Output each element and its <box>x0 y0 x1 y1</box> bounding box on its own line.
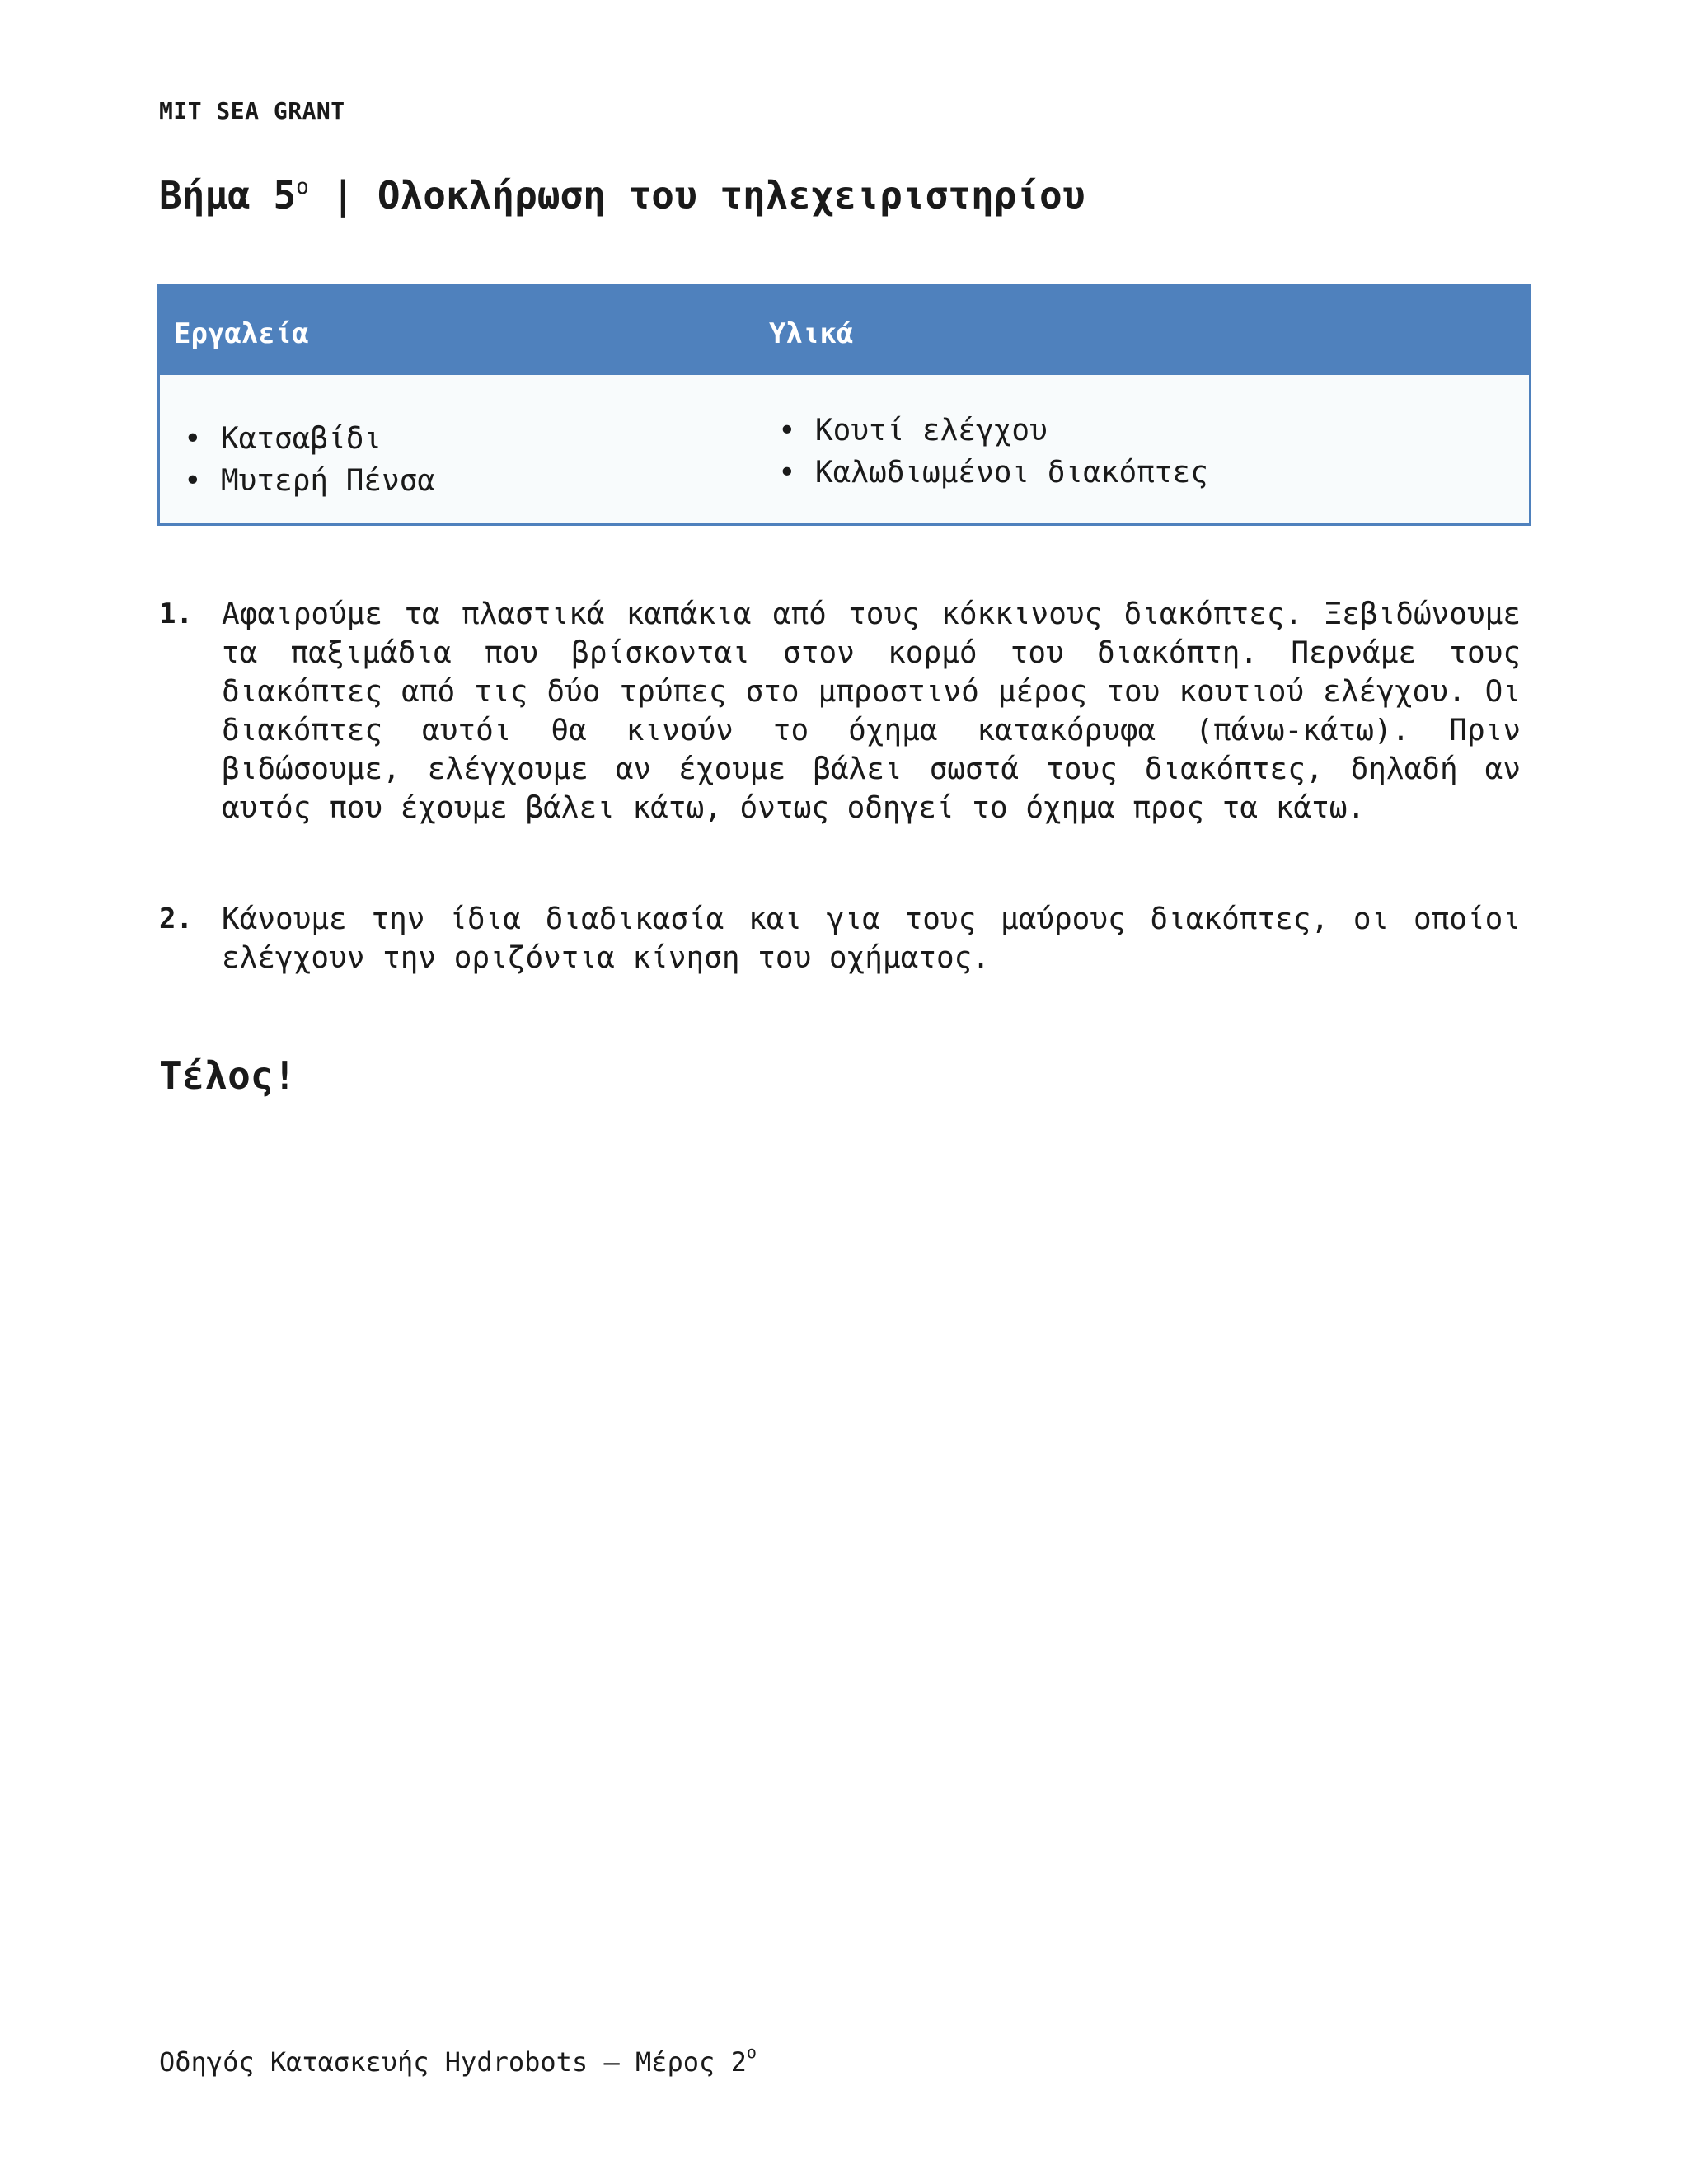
step-title-number: Βήμα 5 <box>159 173 297 218</box>
page-footer <box>159 2042 757 2078</box>
ending-heading: Τέλος! <box>159 1053 297 1098</box>
material-item: • Κουτί ελέγχου <box>778 410 1208 452</box>
instruction-list <box>159 595 1521 977</box>
table-header-row <box>160 286 1529 375</box>
material-item: • Καλωδιωμένοι διακόπτες <box>778 452 1208 494</box>
instruction-number: 2. <box>159 902 193 935</box>
tools-materials-table <box>157 284 1531 526</box>
step-title <box>159 173 1085 218</box>
footer-ordinal: ο <box>746 2042 757 2062</box>
tool-item: • Μυτερή Πένσα <box>184 460 435 502</box>
instruction-text: Αφαιρούμε τα πλαστικά καπάκια από τους κόκκινους διακόπτες. Ξεβιδώνουμε τα παξιμάδια που βρίσκονται στον κορμό του διακόπτη. Περνάμε τους διακόπτες από τις δύο τρύπες στο μπροστινό μέρος του κουτιού ελέγχου. Οι διακόπτες αυτόι θα κινούν το όχημα κατακόρυφα (πάνω-κάτω). Πριν βιδώσουμε, ελέγχουμε αν έχουμε βάλει σωστά τους διακόπτες, δηλαδή αν αυτός που έχουμε βάλει κάτω, όντως οδηγεί το όχημα προς τα κάτω. <box>222 598 1521 825</box>
footer-text: Οδηγός Κατασκευής Hydrobots – Μέρος 2 <box>159 2046 747 2078</box>
instruction-number: 1. <box>159 598 193 630</box>
step-title-ordinal: ο <box>296 175 309 199</box>
organization-header: MIT SEA GRANT <box>159 97 345 124</box>
instruction-item <box>159 900 1521 977</box>
step-title-text: | Ολοκλήρωση του τηλεχειριστηρίου <box>308 173 1085 218</box>
tool-item: • Κατσαβίδι <box>184 418 435 460</box>
materials-column-header: Υλικά <box>769 317 854 350</box>
tools-list <box>184 418 435 502</box>
instruction-item <box>159 595 1521 827</box>
materials-list <box>778 410 1208 494</box>
instruction-text: Κάνουμε την ίδια διαδικασία και για τους μαύρους διακόπτες, οι οποίοι ελέγχουν την οριζόντια κίνηση του οχήματος. <box>222 902 1521 975</box>
tools-column-header: Εργαλεία <box>174 317 309 350</box>
